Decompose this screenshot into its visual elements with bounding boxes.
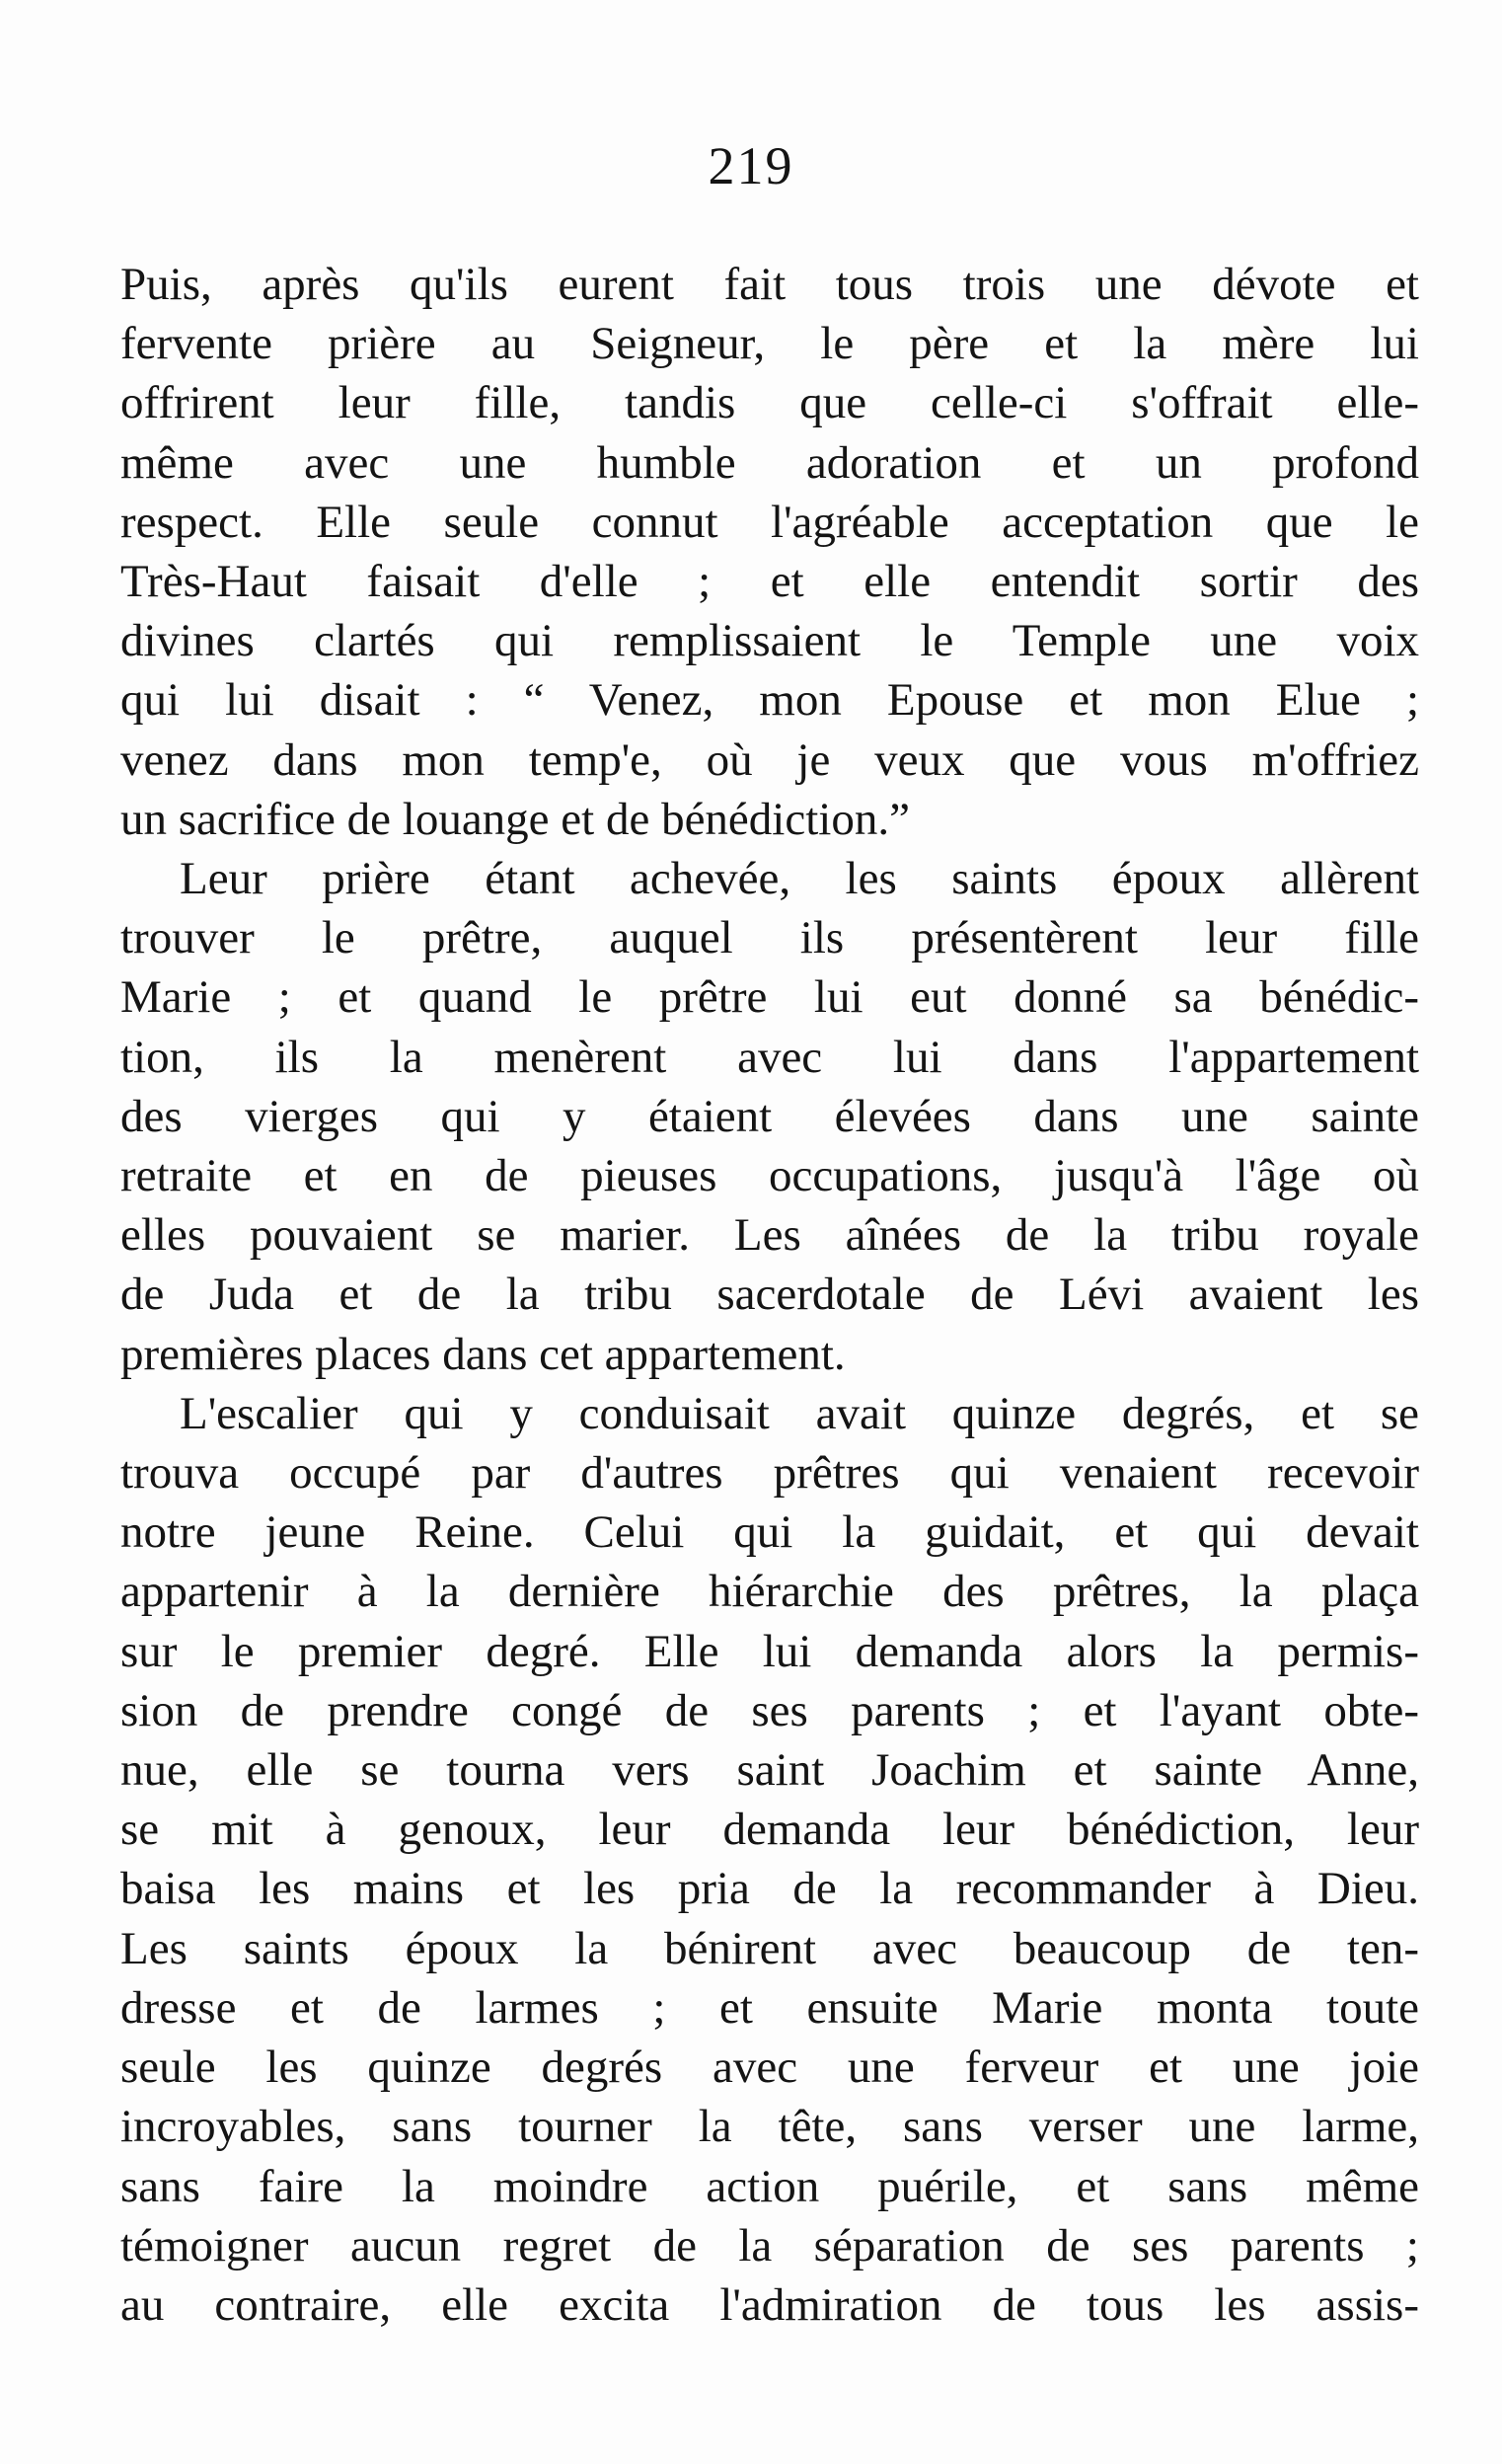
text-line: notre jeune Reine. Celui qui la guidait, et qui devait bbox=[120, 1506, 1419, 1559]
text-line: Les saints époux la bénirent avec beaucoup de ten- bbox=[120, 1922, 1419, 1974]
paragraph-1 bbox=[120, 255, 1419, 849]
text-line: Très-Haut faisait d'elle ; et elle entendit sortir des bbox=[120, 556, 1419, 608]
page-number: 219 bbox=[708, 136, 794, 195]
text-line: même avec une humble adoration et un profond bbox=[120, 436, 1419, 489]
text-line: trouver le prêtre, auquel ils présentèrent leur fille bbox=[120, 912, 1419, 964]
text-line: témoigner aucun regret de la séparation de ses parents ; bbox=[120, 2219, 1419, 2272]
text-line: sion de prendre congé de ses parents ; et l'ayant obte- bbox=[120, 1684, 1419, 1736]
text-line: trouva occupé par d'autres prêtres qui venaient recevoir bbox=[120, 1447, 1419, 1500]
text-line: des vierges qui y étaient élevées dans une sainte bbox=[120, 1090, 1419, 1142]
text-line: nue, elle se tourna vers saint Joachim et sainte Anne, bbox=[120, 1744, 1419, 1797]
text-line: seule les quinze degrés avec une ferveur et une joie bbox=[120, 2041, 1419, 2094]
text-line: baisa les mains et les pria de la recommander à Dieu. bbox=[120, 1863, 1419, 1915]
text-line: Marie ; et quand le prêtre lui eut donné sa bénédic- bbox=[120, 971, 1419, 1024]
body-text bbox=[120, 255, 1419, 2335]
text-line: de Juda et de la tribu sacerdotale de Lévi avaient les bbox=[120, 1269, 1419, 1321]
text-line: incroyables, sans tourner la tête, sans verser une larme, bbox=[120, 2101, 1419, 2153]
text-line: sur le premier degré. Elle lui demanda alors la permis- bbox=[120, 1625, 1419, 1677]
text-line: retraite et en de pieuses occupations, jusqu'à l'âge où bbox=[120, 1150, 1419, 1202]
paragraph-3 bbox=[120, 1384, 1419, 2335]
text-line: offrirent leur fille, tandis que celle-ci s'offrait elle- bbox=[120, 377, 1419, 429]
text-line: tion, ils la menèrent avec lui dans l'appartement bbox=[120, 1031, 1419, 1083]
text-line: Puis, après qu'ils eurent fait tous trois une dévote et bbox=[120, 259, 1419, 310]
text-line: qui lui disait : “ Venez, mon Epouse et mon Elue ; bbox=[120, 674, 1419, 727]
text-line: appartenir à la dernière hiérarchie des prêtres, la plaça bbox=[120, 1566, 1419, 1618]
text-line: venez dans mon temp'e, où je veux que vous m'offriez bbox=[120, 733, 1419, 786]
text-line: se mit à genoux, leur demanda leur bénédiction, leur bbox=[120, 1804, 1419, 1856]
text-line: au contraire, elle excita l'admiration de tous les assis- bbox=[120, 2278, 1419, 2331]
paragraph-2 bbox=[120, 849, 1419, 1384]
text-line: premières places dans cet appartement. bbox=[120, 1328, 846, 1380]
text-line: dresse et de larmes ; et ensuite Marie monta toute bbox=[120, 1981, 1419, 2034]
text-line: sans faire la moindre action puérile, et sans même bbox=[120, 2160, 1419, 2212]
text-line: elles pouvaient se marier. Les aînées de la tribu royale bbox=[120, 1209, 1419, 1262]
text-line: fervente prière au Seigneur, le père et la mère lui bbox=[120, 318, 1419, 370]
text-line: Leur prière étant achevée, les saints époux allèrent bbox=[180, 853, 1419, 905]
text-line: L'escalier qui y conduisait avait quinze degrés, et se bbox=[180, 1387, 1419, 1439]
text-line: respect. Elle seule connut l'agréable acceptation que le bbox=[120, 496, 1419, 548]
text-line: divines clartés qui remplissaient le Temple une voix bbox=[120, 615, 1419, 667]
text-line: un sacrifice de louange et de bénédiction.” bbox=[120, 793, 910, 845]
